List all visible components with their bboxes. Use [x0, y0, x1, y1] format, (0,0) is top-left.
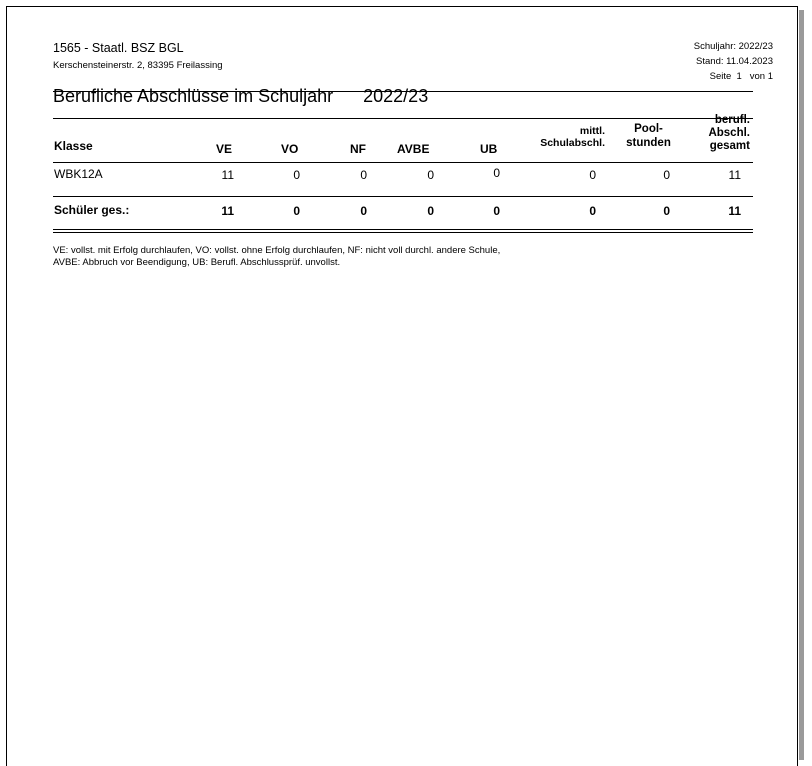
total-vo: 0 [293, 204, 300, 218]
col-header-ve: VE [216, 142, 233, 156]
total-double-rule-1 [53, 229, 753, 230]
total-label: Schüler ges.: [54, 203, 130, 217]
col-header-mittl-line2: Schulabschl. [540, 137, 605, 149]
row-ve: 11 [221, 168, 234, 182]
report-title [53, 86, 428, 107]
col-header-nf: NF [350, 142, 366, 156]
report-title-text: Berufliche Abschlüsse im Schuljahr [53, 86, 334, 106]
schuljahr-label: Schuljahr: 2022/23 [693, 41, 773, 52]
col-header-berufl [690, 114, 750, 153]
total-avbe: 0 [427, 204, 434, 218]
total-ub: 0 [493, 204, 500, 218]
row-avbe: 0 [427, 168, 434, 182]
col-header-klasse: Klasse [54, 139, 93, 153]
legend-line-2: AVBE: Abbruch vor Beendigung, UB: Berufl. Abschlussprüf. unvollst. [53, 257, 341, 268]
col-header-ub: UB [480, 142, 498, 156]
row-ub: 0 [493, 166, 500, 180]
col-header-pool-line1: Pool- [634, 123, 663, 135]
col-header-berufl-line1: berufl. [714, 114, 750, 126]
col-header-berufl-line3: gesamt [709, 140, 750, 152]
row-nf: 0 [360, 168, 367, 182]
row-bottom-rule [53, 196, 753, 197]
row-mittl: 0 [589, 168, 596, 182]
table-top-rule [53, 118, 753, 119]
school-name: 1565 - Staatl. BSZ BGL [53, 41, 184, 55]
total-double-rule-2 [53, 232, 753, 233]
row-pool: 0 [663, 168, 670, 182]
col-header-berufl-line2: Abschl. [708, 127, 750, 139]
total-ve: 11 [221, 204, 234, 218]
stand-label: Stand: 11.04.2023 [696, 56, 773, 67]
col-header-mittl-line1: mittl. [579, 125, 605, 137]
total-nf: 0 [360, 204, 367, 218]
row-klasse: WBK12A [54, 167, 103, 181]
row-vo: 0 [293, 168, 300, 182]
col-header-pool-line2: stunden [626, 137, 671, 149]
legend-line-1: VE: vollst. mit Erfolg durchlaufen, VO: vollst. ohne Erfolg durchlaufen, NF: nicht voll durchl. andere Schule, [53, 245, 501, 256]
header-bottom-rule [53, 162, 753, 163]
total-gesamt: 11 [728, 204, 741, 218]
page-number: Seite 1 von 1 [709, 71, 773, 82]
col-header-vo: VO [281, 142, 299, 156]
page-shadow [799, 10, 804, 760]
row-gesamt: 11 [728, 168, 741, 182]
col-header-pool [620, 122, 677, 150]
col-header-avbe: AVBE [397, 142, 430, 156]
total-pool: 0 [663, 204, 670, 218]
report-page [6, 6, 798, 766]
report-year: 2022/23 [363, 86, 429, 106]
total-mittl: 0 [589, 204, 596, 218]
col-header-mittl [520, 125, 605, 149]
school-address: Kerschensteinerstr. 2, 83395 Freilassing [53, 60, 223, 71]
